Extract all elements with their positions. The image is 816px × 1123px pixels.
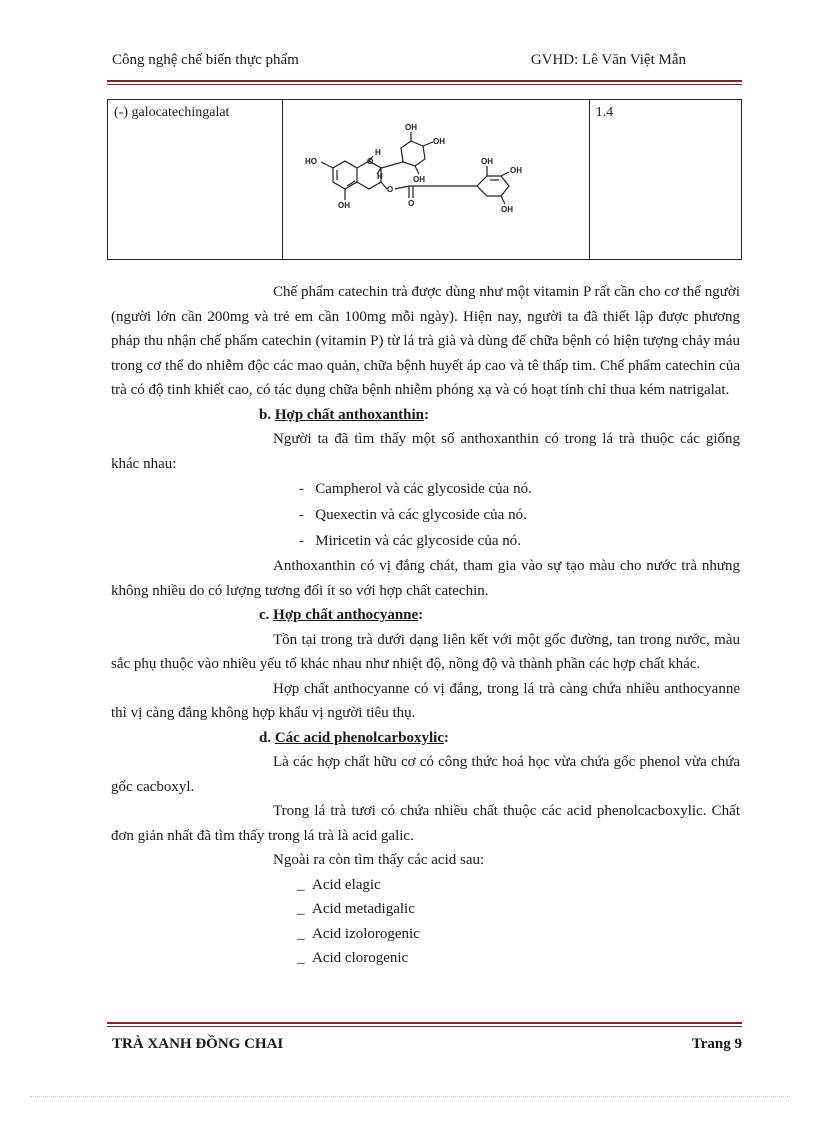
header-supervisor: GVHD: Lê Văn Việt Mẫn bbox=[530, 52, 686, 68]
footer-rule bbox=[107, 1022, 742, 1027]
structure-cell bbox=[282, 100, 589, 260]
list-item: _ Acid clorogenic bbox=[297, 950, 409, 966]
svg-text:OH: OH bbox=[404, 123, 417, 132]
list-item: - Campherol và các glycoside của nó. bbox=[299, 481, 532, 497]
paragraph: Trong lá trà tươi có chứa nhiều chất thuộc các acid phenolcacboxylic. Chất đơn giản nhất đã tìm thấy trong lá trà là acid galic. bbox=[111, 803, 740, 844]
table-row bbox=[108, 100, 742, 260]
list-item: _ Acid elagic bbox=[297, 876, 381, 893]
list-item: - Quexectin và các glycoside của nó. bbox=[299, 507, 527, 523]
compound-name-cell: (-) galocatechingalat bbox=[108, 100, 283, 260]
page-footer bbox=[112, 1036, 742, 1053]
svg-text:OH: OH bbox=[432, 137, 445, 146]
svg-text:HO: HO bbox=[304, 157, 317, 166]
paragraph: Người ta đã tìm thấy một số anthoxanthin có trong lá trà thuộc các giống khác nhau: bbox=[111, 431, 740, 472]
paragraph: Chế phẩm catechin trà được dùng như một vitamin P rất cần cho cơ thể người (người lớn cần 200mg và trẻ em cần 100mg mỗi ngày). Hiện nay, người ta đã thiết lập được phương pháp thu nhận chế phẩm catechin (vitamin P) từ lá trà già và dùng để chữa bệnh có hiện tượng chảy máu trong cơ thể do nhiễm độc các mao quản, chữa bệnh huyết áp cao và tê thấp tim. Chế phẩm catechin của trà có độ tinh khiết cao, có tác dụng chữa bệnh nhiễm phóng xạ và có hoạt tính chỉ thua kém natrigalat. bbox=[111, 284, 740, 398]
paragraph: Hợp chất anthocyanne có vị đắng, trong lá trà càng chứa nhiều anthocyanne thì vị càng đắng không hợp khẩu vị người tiêu thụ. bbox=[111, 680, 740, 721]
paragraph: Tồn tại trong trà dưới dạng liên kết với một gốc đường, tan trong nước, màu sắc phụ thuộc vào nhiều yếu tố khác nhau như nhiệt độ, nồng độ và thành phần các hợp chất khác. bbox=[111, 631, 740, 672]
list-item: _ Acid izolorogenic bbox=[297, 925, 420, 942]
svg-text:OH: OH bbox=[509, 166, 522, 175]
footer-title: TRÀ XANH ĐỒNG CHAI bbox=[112, 1036, 284, 1052]
svg-text:H: H bbox=[376, 172, 383, 181]
list-item: _ Acid metadigalic bbox=[297, 901, 415, 917]
svg-text:OH: OH bbox=[412, 175, 425, 184]
paragraph: Ngoài ra còn tìm thấy các acid sau: bbox=[273, 852, 485, 868]
paragraph: Anthoxanthin có vị đắng chát, tham gia vào sự tạo màu cho nước trà nhưng không nhiều do có lượng tương đối ít so với hợp chất catechin. bbox=[111, 558, 740, 599]
svg-text:OH: OH bbox=[337, 201, 350, 210]
section-heading-b: b. Hợp chất anthoxanthin: bbox=[259, 406, 430, 423]
list-item: - Miricetin và các glycoside của nó. bbox=[299, 533, 522, 549]
section-heading-c: c. Hợp chất anthocyanne: bbox=[259, 607, 424, 623]
compound-value-cell: 1.4 bbox=[589, 100, 741, 260]
svg-text:O: O bbox=[366, 157, 373, 166]
header-course-title: Công nghệ chế biến thực phẩm bbox=[112, 52, 299, 68]
svg-text:OH: OH bbox=[480, 157, 493, 166]
page-header bbox=[112, 52, 742, 74]
section-heading-d: d. Các acid phenolcarboxylic: bbox=[259, 729, 450, 746]
page-break-line bbox=[30, 1096, 790, 1097]
galocatechingalat-structure bbox=[283, 100, 589, 259]
svg-text:O: O bbox=[386, 185, 393, 194]
header-rule bbox=[107, 80, 742, 85]
compound-table bbox=[107, 99, 742, 260]
svg-text:OH: OH bbox=[500, 205, 513, 214]
svg-text:H: H bbox=[374, 148, 381, 157]
paragraph: Là các hợp chất hữu cơ có công thức hoá học vừa chứa gốc phenol vừa chứa gốc cacboxyl. bbox=[111, 754, 740, 795]
svg-text:O: O bbox=[407, 199, 414, 208]
page-number: Trang 9 bbox=[691, 1036, 742, 1052]
page-body bbox=[111, 280, 740, 971]
